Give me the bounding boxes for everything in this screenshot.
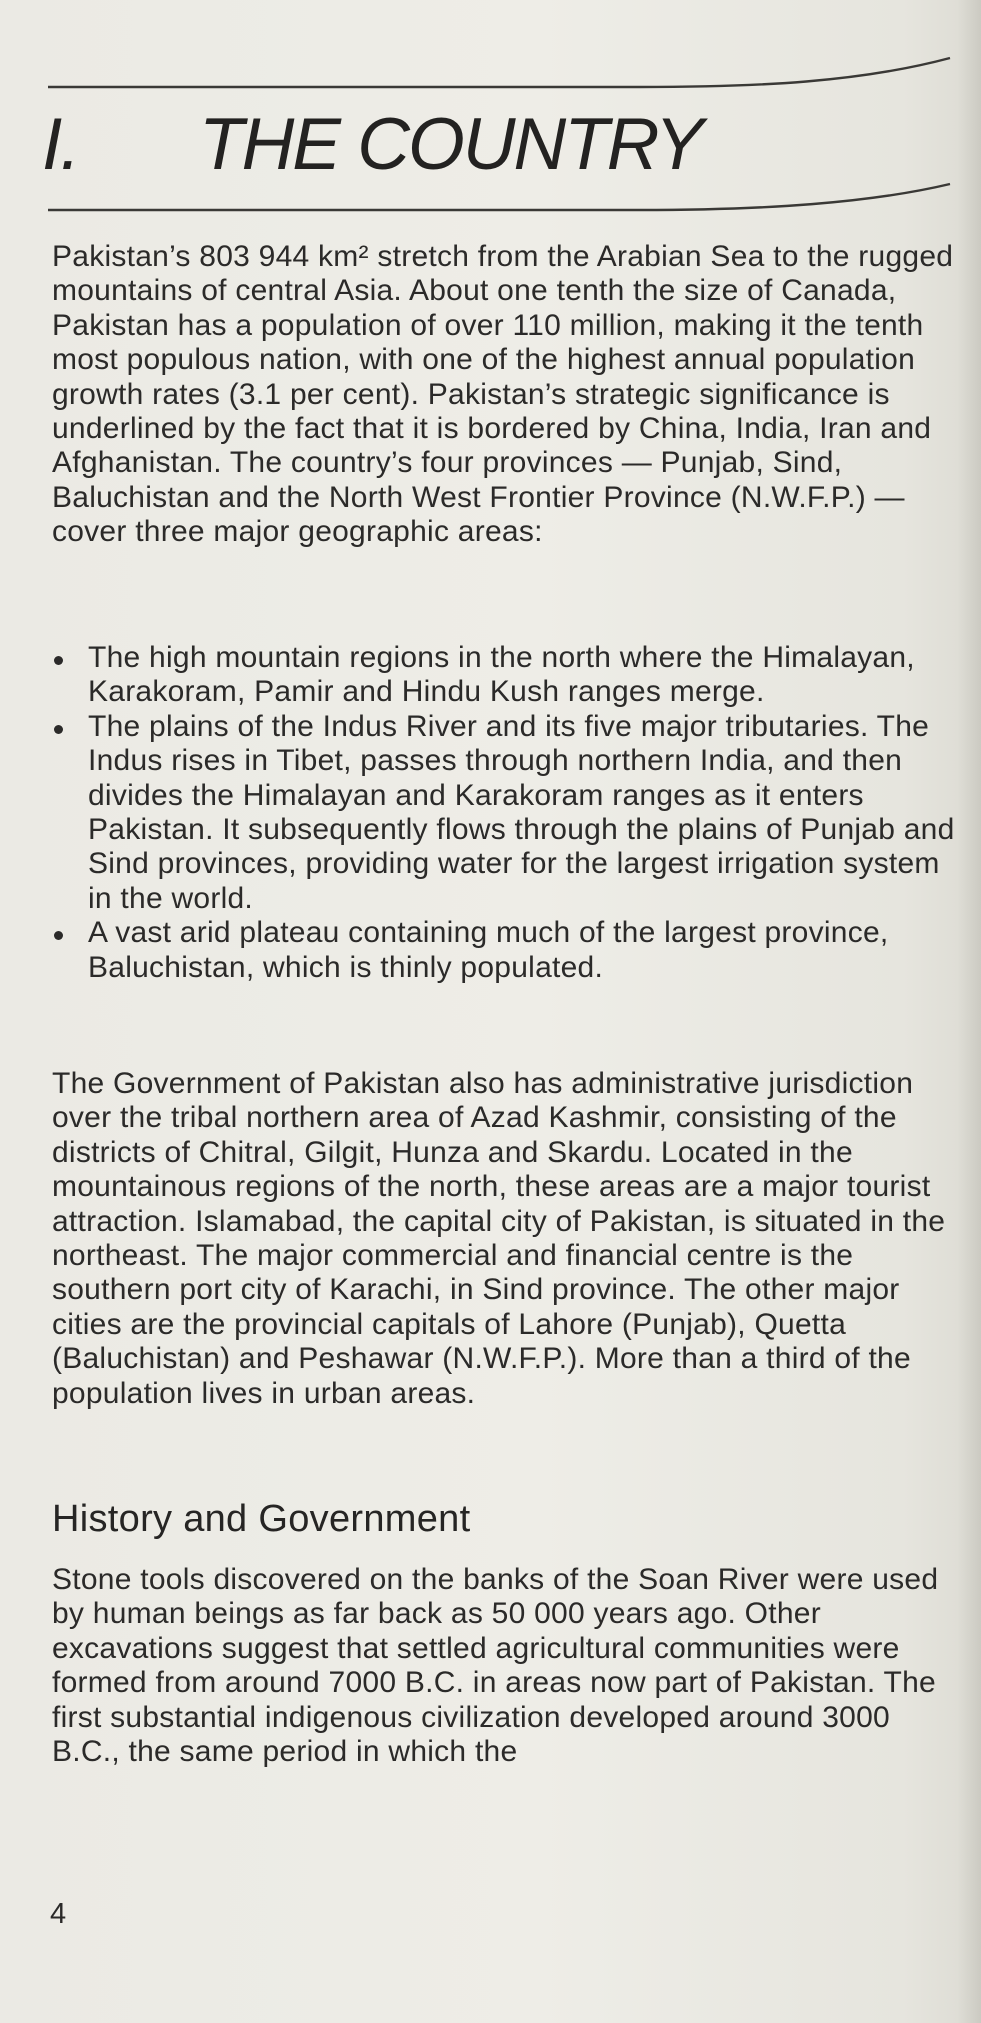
page-edge-shadow — [957, 0, 981, 2023]
history-paragraph: Stone tools discovered on the banks of the Soan River were used by human beings as far back as 50 000 years ago. Other excavations suggest that settled agricultural communities were formed from around 7000 B.C. in areas now part of Pakistan. The first substantial indigenous civilization developed around 3000 B.C., the same period in which the — [52, 1563, 939, 1769]
bullet-icon — [54, 931, 63, 940]
list-item-text: The high mountain regions in the north where the Himalayan, Karakoram, Pamir and Hindu Kush ranges merge. — [88, 641, 915, 709]
list-item — [52, 916, 957, 985]
list-item — [52, 710, 957, 916]
bullet-icon — [54, 656, 63, 665]
intro-paragraph: Pakistan’s 803 944 km² stretch from the Arabian Sea to the rugged mountains of central Asia. About one tenth the size of Canada, Pakistan has a population of over 110 million, making it the tenth most populous nation, with one of the highest annual population growth rates (3.1 per cent). Pakistan’s strategic significance is underlined by the fact that it is bordered by China, India, Iran and Afghanistan. The country’s four provinces — Punjab, Sind, Baluchistan and the North West Frontier Province (N.W.F.P.) — cover three major geographic areas: — [52, 240, 954, 549]
bullet-icon — [54, 725, 63, 734]
section-heading: History and Government — [52, 1498, 471, 1540]
list-item-text: A vast arid plateau containing much of the largest province, Baluchistan, which is thinly populated. — [88, 916, 889, 984]
geographic-areas-list — [52, 641, 957, 985]
chapter-number: I. — [42, 104, 79, 185]
list-item-text: The plains of the Indus River and its five major tributaries. The Indus rises in Tibet, passes through northern India, and then divides the Himalayan and Karakoram ranges as it enters Pakistan. It subsequently flows through the plains of Punjab and Sind provinces, providing water for the largest irrigation system in the world. — [88, 709, 955, 915]
administration-paragraph: The Government of Pakistan also has administrative jurisdiction over the tribal northern area of Azad Kashmir, consisting of the districts of Chitral, Gilgit, Hunza and Skardu. Located in the mountainous regions of the north, these areas are a major tourist attraction. Islamabad, the capital city of Pakistan, is situated in the northeast. The major commercial and financial centre is the southern port city of Karachi, in Sind province. The other major cities are the provincial capitals of Lahore (Punjab), Quetta (Baluchistan) and Peshawar (N.W.F.P.). More than a third of the population lives in urban areas. — [52, 1067, 946, 1410]
list-item — [52, 641, 957, 710]
page-number: 4 — [50, 1898, 67, 1930]
chapter-title-text: THE COUNTRY — [199, 104, 702, 185]
